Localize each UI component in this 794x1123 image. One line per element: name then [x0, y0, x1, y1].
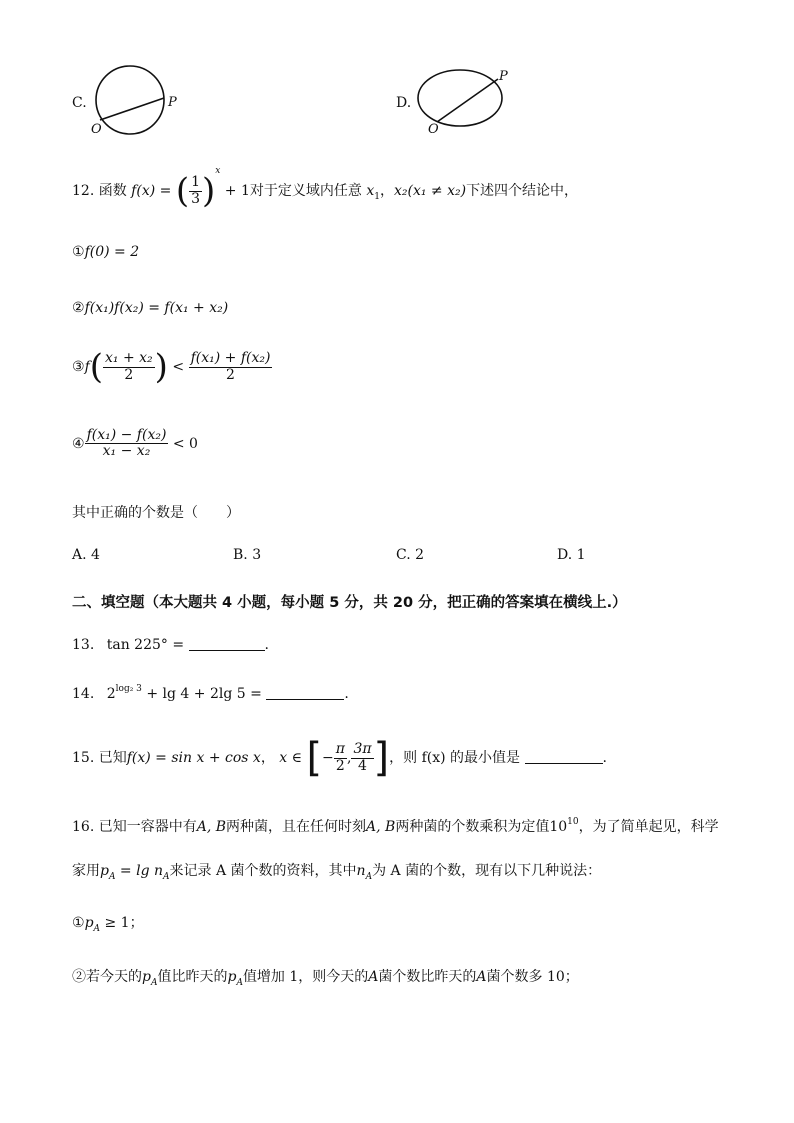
q12-s4-mark: ④ — [72, 435, 85, 452]
q12-statement-4 — [72, 428, 198, 460]
point-o-d: O — [428, 122, 439, 137]
q16-s2-e: 菌个数多 10； — [486, 969, 579, 985]
q14-rest: + lg 4 + 2lg 5 = — [146, 686, 262, 702]
q12-prefix: 函数 — [98, 183, 127, 199]
q15-frac-b — [351, 742, 373, 774]
q15-b-num: 3π — [353, 741, 372, 758]
point-p-d: P — [499, 69, 508, 84]
q14-blank[interactable] — [266, 685, 344, 700]
circle-shape — [96, 66, 164, 134]
q13-end: . — [264, 637, 269, 653]
q12-option-a: A. 4 — [72, 547, 100, 563]
q16-line-1 — [72, 816, 719, 836]
q15-domain-var: x ∈ — [279, 750, 302, 766]
q16-s1-sub: A — [93, 923, 101, 934]
q13-blank[interactable] — [189, 636, 265, 651]
q16-const-exp: 10 — [567, 817, 579, 827]
q16-formula: p — [100, 863, 109, 879]
q14 — [72, 684, 349, 702]
q12-rparen: ) — [202, 171, 216, 211]
q12-frac-den: 3 — [191, 190, 200, 207]
q12-s1: f(0) = 2 — [84, 244, 140, 260]
q12-statement-1 — [72, 244, 139, 260]
q16-s2-d: 菌个数比昨天的 — [378, 969, 477, 985]
q15-number: 15. — [72, 750, 95, 766]
q15-prefix: 已知 — [98, 750, 127, 766]
q16-na: n — [356, 863, 366, 879]
q15 — [72, 735, 607, 781]
q16-line1-a: 已知一容器中有 — [98, 819, 197, 835]
q12-statement-3 — [72, 347, 272, 387]
q16-line2-b: 来记录 A 菌个数的资料，其中 — [169, 863, 357, 879]
q15-tail: ，则 f(x) 的最小值是 — [389, 750, 521, 766]
q12-s3-mark: ③ — [72, 359, 85, 375]
point-o-c: O — [91, 122, 102, 137]
q14-base: 2 — [106, 686, 116, 702]
q12-lparen: ( — [175, 171, 190, 211]
q12-mid: 对于定义域内任意 — [249, 183, 362, 199]
q13-number: 13. — [72, 637, 95, 653]
q16-s2-sub2: A — [236, 977, 243, 988]
q16-const: 10 — [549, 819, 568, 835]
q15-b-den: 4 — [358, 757, 367, 774]
q12-s3-rparen: ) — [154, 347, 168, 387]
q16-line2-c: 为 A 菌的个数，现有以下几种说法： — [372, 863, 602, 879]
option-c-label: C. — [72, 95, 87, 111]
chord-op — [437, 79, 498, 122]
q12-plus-one: + 1 — [224, 183, 250, 199]
q14-exp: log₂ 3 — [115, 684, 142, 694]
q16-statement-2 — [72, 966, 579, 988]
option-d-label: D. — [396, 95, 412, 111]
q16-s1-mark: ① — [72, 915, 85, 931]
q12-question: 其中正确的个数是（ ） — [72, 505, 240, 521]
q12-func: f(x) = — [131, 183, 172, 199]
q12-stem: 12. 函数 f(x) = ( $\frac{1}{3}$ )$^x$ + 1对于定义域内任意 $x_1$，x₂(x₁ ≠ x₂)下述四个结论中， — [72, 166, 579, 211]
q15-end: . — [602, 750, 607, 766]
q16-ab1: A, B — [196, 819, 227, 835]
q12-fraction — [189, 175, 202, 207]
q16-line1-c: 两种菌的个数乘积为定值 — [395, 819, 550, 835]
chord-op — [100, 98, 164, 120]
q16-ab2: A, B — [366, 819, 396, 835]
q16-number: 16. — [72, 819, 95, 835]
q12-cond: x₂(x₁ ≠ x₂) — [393, 183, 467, 199]
q16-s2-mark: ② — [72, 969, 86, 985]
q12-statement-2 — [72, 300, 228, 316]
q12-option-d: D. 1 — [557, 547, 586, 563]
q12-s3-lfrac — [103, 351, 155, 383]
q12-comma: ， — [379, 183, 394, 199]
q12-s3-f: f — [84, 359, 90, 375]
q12-s2: f(x₁)f(x₂) = f(x₁ + x₂) — [84, 300, 229, 316]
q16-s2-sub1: A — [150, 977, 158, 988]
q12-frac-num: 1 — [191, 174, 200, 191]
q12-s4-rhs: < 0 — [172, 435, 198, 452]
q12-option-c: C. 2 — [396, 547, 425, 563]
q16-formula-sub: A — [108, 871, 116, 882]
q16-s1-rest: ≥ 1 — [104, 915, 130, 931]
q12-s4-frac — [85, 428, 169, 460]
q16-s2-a: 若今天的 — [86, 969, 142, 985]
q12-s3-num: x₁ + x₂ — [105, 350, 153, 367]
q16-line1-d: ，为了简单起见，科学 — [578, 819, 719, 835]
q16-s1-end: ； — [129, 915, 144, 931]
q16-s2-b: 值比昨天的 — [157, 969, 228, 985]
q16-na-sub: A — [365, 871, 373, 882]
q15-blank[interactable] — [525, 749, 603, 764]
q16-s2-p2: p — [227, 969, 237, 985]
q12-option-b: B. 3 — [233, 547, 262, 563]
q12-s4-num: f(x₁) − f(x₂) — [86, 427, 167, 443]
q13-expr: tan 225° = — [106, 637, 185, 653]
q15-frac-a — [334, 742, 347, 774]
q13 — [72, 636, 269, 653]
q15-func: f(x) = sin x + cos x — [126, 750, 261, 766]
q15-rbracket: ] — [373, 735, 390, 781]
q12-s3-rnum: f(x₁) + f(x₂) — [190, 350, 271, 367]
q12-s4-den: x₁ − x₂ — [102, 443, 151, 460]
ellipse-shape — [418, 70, 502, 126]
q12-x1: x — [366, 183, 375, 199]
point-p-c: P — [168, 95, 177, 110]
q12-exp: x — [215, 166, 221, 176]
q12-s3-lparen: ( — [89, 347, 104, 387]
q16-line1-b: 两种菌，且在任何时刻 — [226, 819, 367, 835]
q12-s1-mark: ① — [72, 244, 85, 260]
q12-tail: 下述四个结论中， — [466, 183, 579, 199]
q15-lbracket: [ — [306, 735, 323, 781]
q16-s1-p: p — [84, 915, 94, 931]
q16-s2-a-var2: A — [476, 969, 487, 985]
section-heading: 二、填空题（本大题共 4 小题，每小题 5 分，共 20 分，把正确的答案填在横线上.） — [72, 595, 627, 611]
q12-s3-rden: 2 — [226, 366, 235, 383]
q15-a-num: π — [335, 741, 345, 758]
q16-s2-p1: p — [142, 969, 151, 985]
q16-formula-rest-sub: A — [163, 871, 170, 882]
q15-comma: ， — [260, 750, 275, 766]
q12-s3-lt: < — [172, 359, 185, 375]
q15-neg: − — [322, 750, 334, 766]
q15-a-den: 2 — [335, 757, 345, 774]
q16-formula-rest: = lg n — [119, 863, 164, 879]
q15-sep: , — [346, 750, 352, 766]
q12-s3-den: 2 — [124, 366, 134, 383]
q14-number: 14. — [72, 686, 95, 702]
q14-end: . — [344, 686, 349, 702]
q12-number: 12. — [72, 183, 95, 199]
q16-s2-c: 值增加 1，则今天的 — [242, 969, 369, 985]
q16-line2-a: 家用 — [72, 863, 100, 879]
q16-statement-1 — [72, 912, 144, 934]
q12-s2-mark: ② — [72, 300, 85, 316]
q16-s2-a-var: A — [368, 969, 379, 985]
q16-line-2 — [72, 860, 601, 882]
q12-s3-rfrac — [189, 351, 273, 383]
